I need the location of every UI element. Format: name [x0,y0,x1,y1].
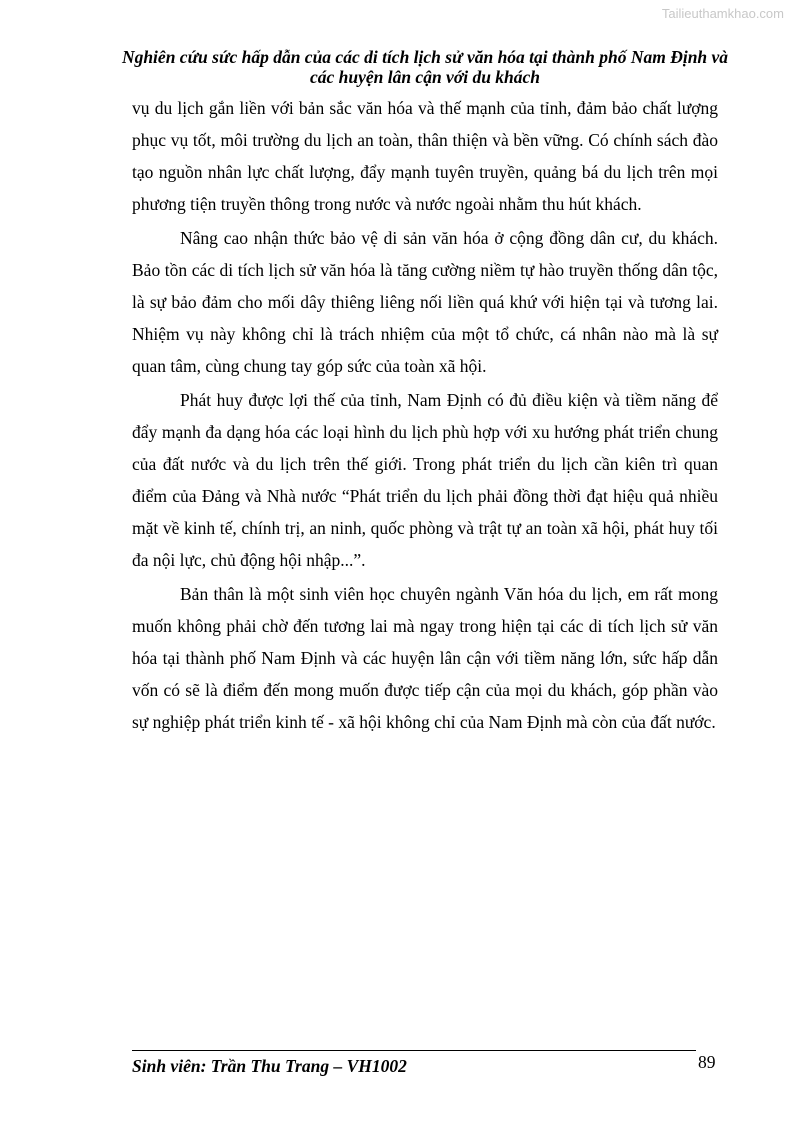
footer-divider [132,1050,696,1051]
paragraph-4: Bản thân là một sinh viên học chuyên ngành Văn hóa du lịch, em rất mong muốn không phải chờ đến tương lai mà ngay trong hiện tại các di tích lịch sử văn hóa tại thành phố Nam Định và các huyện lân cận với tiềm năng lớn, sức hấp dẫn vốn có sẽ là điểm đến mong muốn được tiếp cận của mọi du khách, góp phần vào sự nghiệp phát triển kinh tế - xã hội không chỉ của Nam Định mà còn của đất nước. [132,584,718,732]
watermark: Tailieuthamkhao.com [661,6,784,21]
paragraph-3: Phát huy được lợi thế của tỉnh, Nam Định có đủ điều kiện và tiềm năng để đẩy mạnh đa dạng hóa các loại hình du lịch phù hợp với xu hướng phát triển chung của đất nước và du lịch trên thế giới. Trong phát triển du lịch cần kiên trì quan điểm của Đảng và Nhà nước “Phát triển du lịch phải đồng thời đạt hiệu quả nhiều mặt về kinh tế, chính trị, an ninh, quốc phòng và trật tự an toàn xã hội, phát huy tối đa nội lực, chủ động hội nhập...”. [132,390,718,570]
paragraph-1: vụ du lịch gắn liền với bản sắc văn hóa và thế mạnh của tỉnh, đảm bảo chất lượng phục vụ tốt, môi trường du lịch an toàn, thân thiện và bền vững. Có chính sách đào tạo nguồn nhân lực chất lượng, đẩy mạnh tuyên truyền, quảng bá du lịch trên mọi phương tiện truyền thông trong nước và nước ngoài nhằm thu hút khách. [132,98,718,214]
body-text [132,92,718,740]
page-header-title: Nghiên cứu sức hấp dẫn của các di tích lịch sử văn hóa tại thành phố Nam Định và các huyện lân cận với du khách [121,47,729,87]
paragraph-2: Nâng cao nhận thức bảo vệ di sản văn hóa ở cộng đồng dân cư, du khách. Bảo tồn các di tích lịch sử văn hóa là tăng cường niềm tự hào truyền thống dân tộc, là sự bảo đảm cho mối dây thiêng liêng nối liền quá khứ với hiện tại và tương lai. Nhiệm vụ này không chỉ là trách nhiệm của một tổ chức, cá nhân nào mà là sự quan tâm, cùng chung tay góp sức của toàn xã hội. [132,228,718,376]
footer-student-name: Sinh viên: Trần Thu Trang – VH1002 [132,1056,407,1076]
page-number: 89 [698,1052,716,1072]
